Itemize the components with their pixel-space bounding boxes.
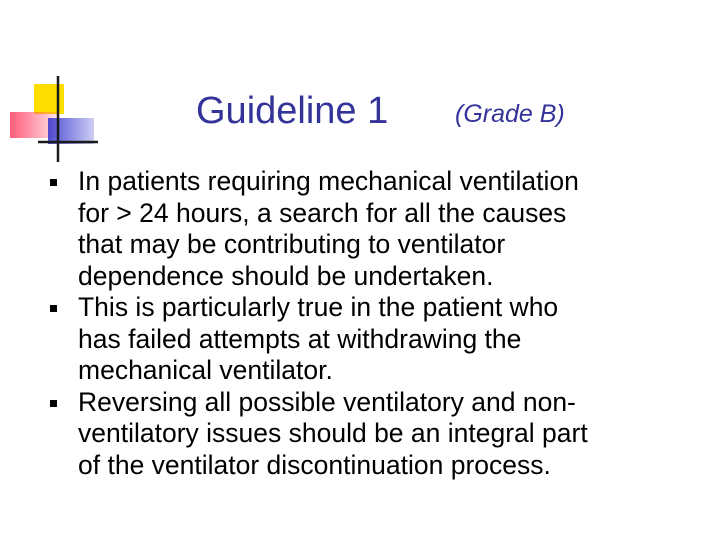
square-bullet-icon: [50, 400, 57, 407]
bullet-item: [50, 166, 710, 292]
bullet-line: Reversing all possible ventilatory and non-: [78, 386, 576, 417]
title-grade: (Grade B): [455, 100, 565, 128]
bullet-line: of the ventilator discontinuation process.: [78, 449, 551, 480]
square-bullet-icon: [50, 179, 57, 186]
bullet-item: [50, 292, 710, 387]
bullet-line: dependence should be undertaken.: [78, 260, 494, 291]
bullet-list: [50, 166, 710, 481]
bullet-line: for > 24 hours, a search for all the causes: [78, 197, 567, 228]
bullet-line: In patients requiring mechanical ventilation: [78, 166, 579, 196]
slide-title: [0, 86, 720, 136]
title-text: Guideline 1: [196, 90, 389, 132]
bullet-line: that may be contributing to ventilator: [78, 229, 506, 259]
bullet-line: mechanical ventilator.: [78, 355, 333, 385]
bullet-line: ventilatory issues should be an integral part: [78, 418, 588, 448]
square-bullet-icon: [50, 305, 57, 312]
bullet-item: [50, 387, 710, 482]
bullet-line: This is particularly true in the patient who: [78, 292, 559, 322]
bullet-line: has failed attempts at withdrawing the: [78, 323, 522, 354]
